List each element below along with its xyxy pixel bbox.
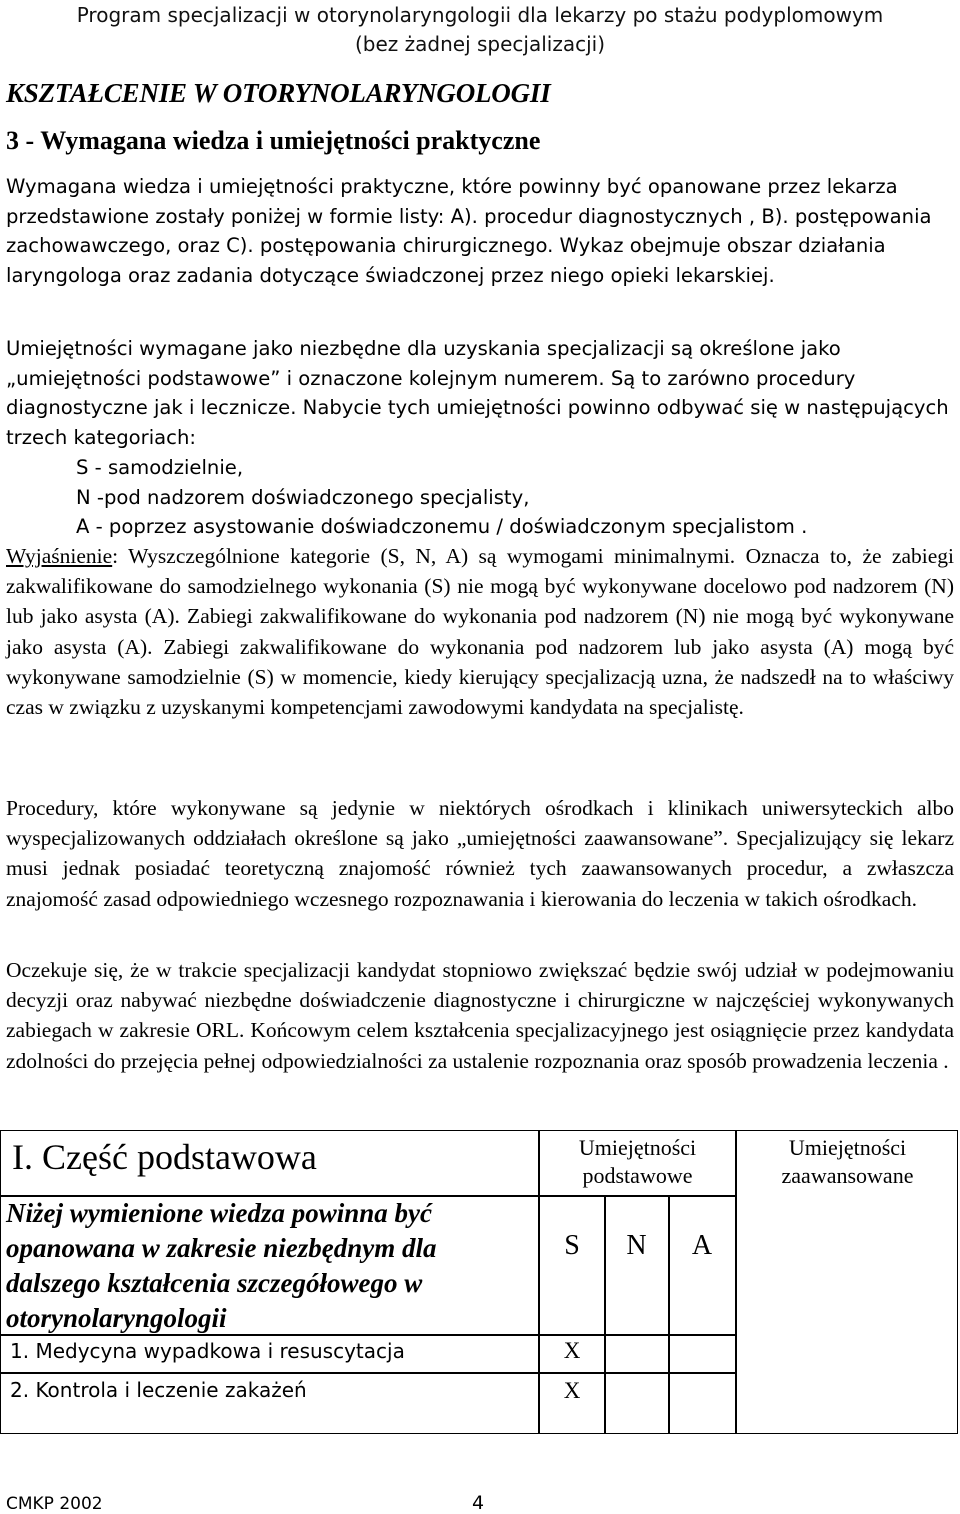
table-row-label: 1. Medycyna wypadkowa i resuscytacja — [10, 1339, 405, 1363]
sub-header-s: S — [564, 1230, 580, 1261]
paragraph-advanced: Procedury, które wykonywane są jedynie w niektórych ośrodkach i klinikach uniwersyteckich albo wyspecjalizowanych oddziałach określone są jako „umiejętności zaawansowane”. Specjalizujący się lekarz musi jednak posiadać teoretyczną znajomość również tych zaawansowanych procedur, a zwłaszcza znajomość zasad odpowiedniego wczesnego rozpoznawania i kierowania do leczenia w takich ośrodkach. — [6, 796, 954, 911]
category-a: A - poprzez asystowanie doświadczonemu / doświadczonym specjalistom . — [76, 515, 808, 538]
page-number: 4 — [472, 1492, 485, 1514]
paragraph-intro: Wymagana wiedza i umiejętności praktyczne, które powinny być opanowane przez lekarza przedstawione zostały poniżej w formie listy: A). procedur diagnostycznych , B). postępowania zachowawczego, oraz C). postępowania chirurgicznego. Wykaz obejmuje obszar działania laryngologa oraz zadania dotyczące świadczonej przez niego opieki lekarskiej. — [6, 175, 932, 287]
table-row-mark-s: X — [563, 1378, 581, 1403]
sub-header-a: A — [691, 1230, 713, 1261]
explanation-colon: : — [112, 544, 119, 568]
category-s: S - samodzielnie, — [76, 456, 244, 479]
table-intro-text: Niżej wymienione wiedza powinna być opanowana w zakresie niezbędnym dla dalszego kształcenia szczegółowego w otorynolaryngologii — [6, 1198, 437, 1333]
col-header-advanced: Umiejętności zaawansowane — [781, 1135, 914, 1188]
sub-header-n: N — [626, 1230, 647, 1261]
table-title: I. Część podstawowa — [12, 1137, 317, 1177]
table-row-label: 2. Kontrola i leczenie zakażeń — [10, 1378, 307, 1402]
footer-left: CMKP 2002 — [6, 1494, 103, 1514]
paragraph-expectations: Oczekuje się, że w trakcie specjalizacji kandydat stopniowo zwiększać będzie swój udział w podejmowaniu decyzji oraz nabywać niezbędne doświadczenie diagnostyczne i chirurgiczne w najczęściej wykonywanych zabiegach w zakresie ORL. Końcowym celem kształcenia specjalizacyjnego jest osiągnięcie przez kandydata zdolności do przejęcia pełnej odpowiedzialności za ustalenie rozpoznania oraz sposób prowadzenia leczenia . — [6, 958, 954, 1073]
section-title: KSZTAŁCENIE W OTORYNOLARYNGOLOGII — [6, 78, 551, 108]
running-header-line2: (bez żadnej specjalizacji) — [354, 32, 605, 56]
category-n: N -pod nadzorem doświadczonego specjalisty, — [76, 486, 530, 509]
table-row-mark-s: X — [563, 1338, 581, 1363]
explanation-label: Wyjaśnienie — [6, 544, 113, 568]
table-row-rule-2 — [0, 1372, 735, 1374]
paragraph-explanation — [6, 541, 954, 722]
explanation-text: Wyszczególnione kategorie (S, N, A) są wymogami minimalnymi. Oznacza to, że zabiegi zakwalifikowane do samodzielnego wykonania (S) nie mogą być wykonywane docelowo pod nadzorem (N) lub jako asysta (A). Zabiegi zakwalifikowane do wykonania pod nadzorem (N) nie mogą być wykonywane jako asysta (A). Zabiegi zakwalifikowane do wykonania pod nadzorem lub jako asysta (A) mogą być wykonywane samodzielnie (S) w momencie, kiedy kierujący specjalizacją uzna, że nadszedł na to właściwy czas w związku z uzyskanymi kompetencjami zawodowymi kandydata na specjalistę. — [6, 544, 954, 720]
col-header-basic: Umiejętności podstawowe — [578, 1135, 697, 1188]
running-header-line1: Program specjalizacji w otorynolaryngologii dla lekarzy po stażu podyplomowym — [76, 3, 884, 27]
subsection-title: 3 - Wymagana wiedza i umiejętności praktyczne — [6, 126, 541, 155]
paragraph-skills: Umiejętności wymagane jako niezbędne dla uzyskania specjalizacji są określone jako „umiejętności podstawowe” i oznaczone kolejnym numerem. Są to zarówno procedury diagnostyczne jak i lecznicze. Nabycie tych umiejętności powinno odbywać się w następujących trzech kategoriach: — [6, 337, 949, 449]
